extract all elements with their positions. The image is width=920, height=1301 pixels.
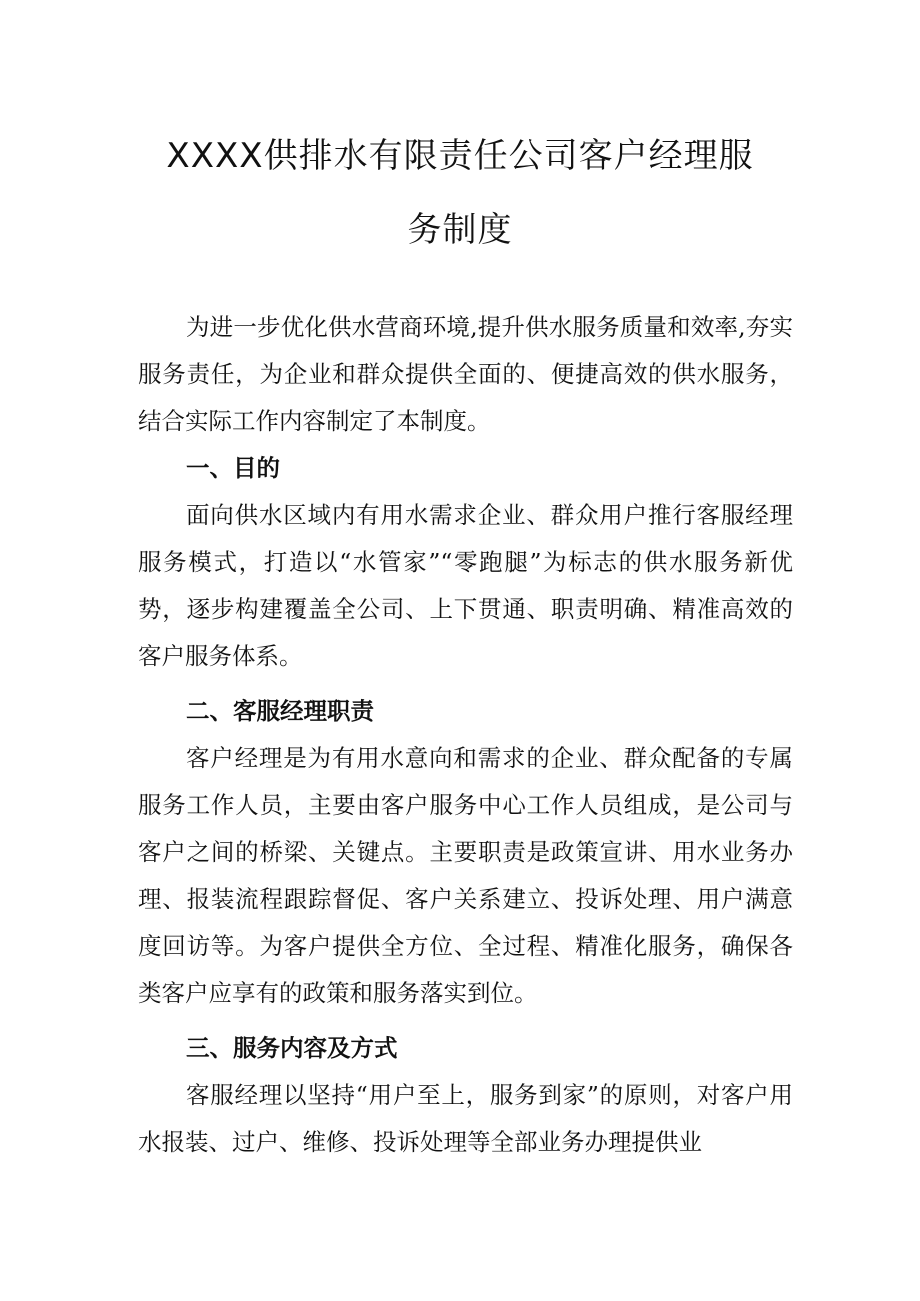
section-paragraph-purpose: 面向供水区域内有用水需求企业、群众用户推行客服经理服务模式，打造以“水管家”“零跑腿”为标志的供水服务新优势，逐步构建覆盖全公司、上下贯通、职责明确、精准高效的客户服务体系。 [138, 501, 793, 670]
section-paragraph-service: 客服经理以坚持“用户至上，服务到家”的原则，对客户用水报装、过户、维修、投诉处理等全部业务办理提供业 [138, 1081, 793, 1156]
intro-paragraph: 为进一步优化供水营商环境,提升供水服务质量和效率,夯实服务责任，为企业和群众提供全面的、便捷高效的供水服务，结合实际工作内容制定了本制度。 [138, 313, 793, 435]
document-title-line1: XXXX供排水有限责任公司客户经理服 [166, 136, 754, 176]
section-paragraph-duties: 客户经理是为有用水意向和需求的企业、群众配备的专属服务工作人员，主要由客户服务中心工作人员组成，是公司与客户之间的桥梁、关键点。主要职责是政策宣讲、用水业务办理、报装流程跟踪督促、客户关系建立、投诉处理、用户满意度回访等。为客户提供全方位、全过程、精准化服务，确保各类客户应享有的政策和服务落实到位。 [138, 744, 793, 1007]
section-heading-duties: 二、客服经理职责 [186, 697, 374, 725]
section-heading-purpose: 一、目的 [186, 454, 280, 482]
section-heading-service: 三、服务内容及方式 [186, 1034, 398, 1062]
document-title-line2: 务制度 [407, 210, 513, 250]
